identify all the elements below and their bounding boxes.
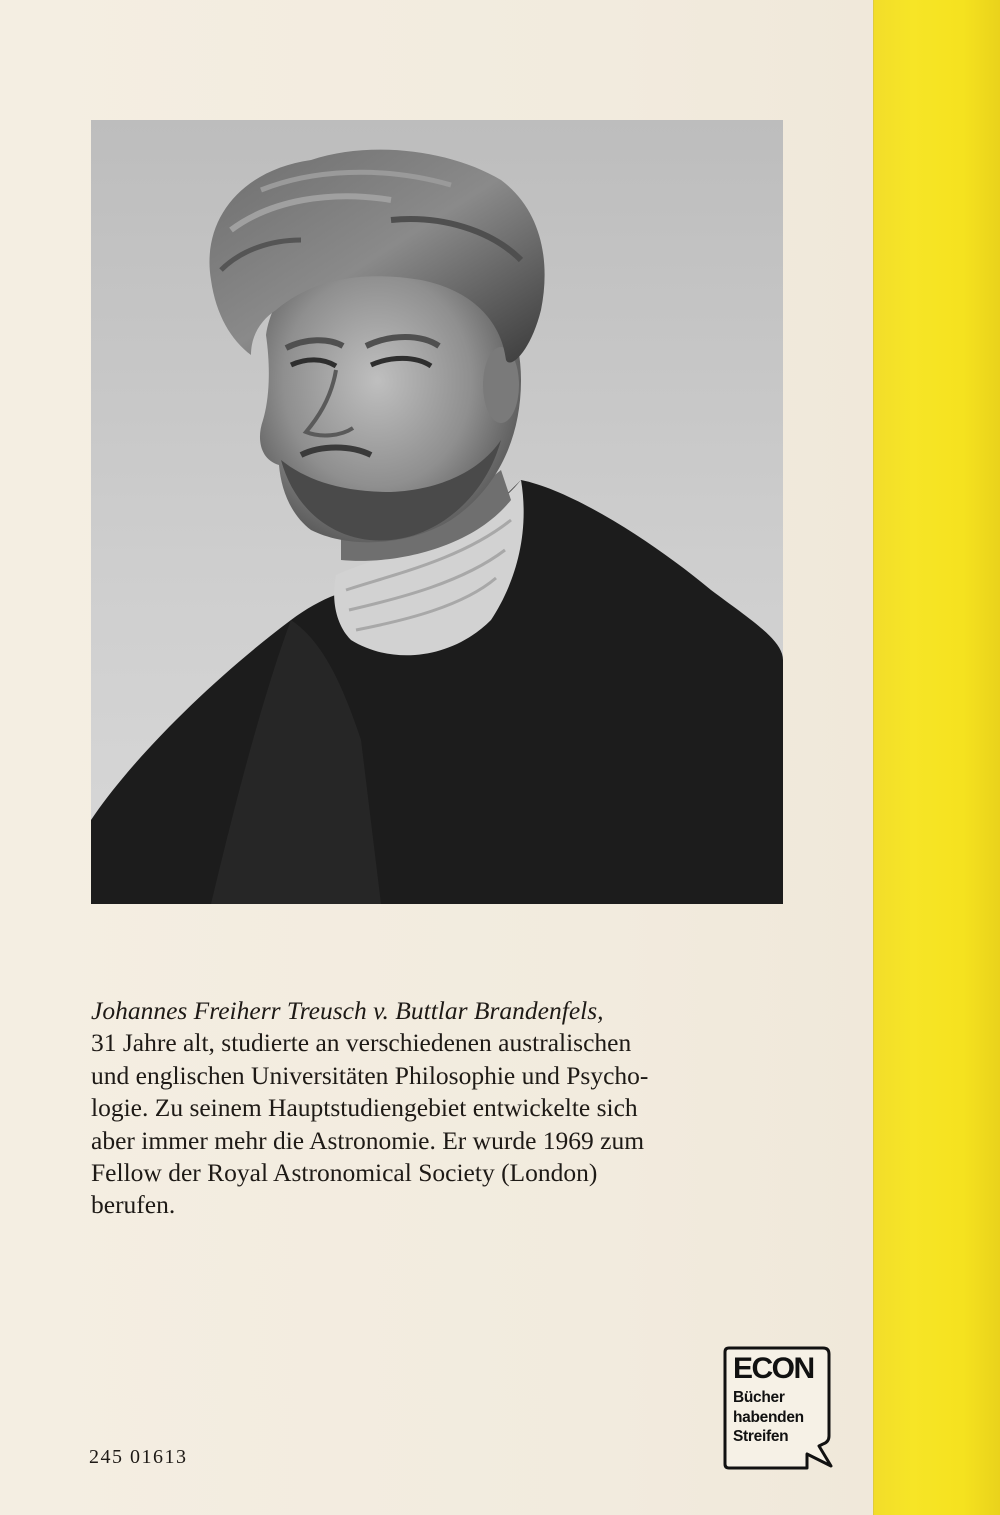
author-name: Johannes Freiherr Treusch v. Buttlar Brandenfels,: [91, 996, 604, 1025]
yellow-spine-band: [873, 0, 1000, 1515]
bio-line: aber immer mehr die Astronomie. Er wurde 1969 zum: [91, 1125, 645, 1155]
author-biography: [91, 995, 791, 1222]
slogan-line: Bücher: [733, 1389, 785, 1406]
econ-brand: ECON: [733, 1352, 814, 1385]
slogan-line: Streifen: [733, 1428, 789, 1445]
order-number: 245 01613: [89, 1446, 188, 1468]
bio-line: logie. Zu seinem Hauptstudiengebiet entwickelte sich: [91, 1093, 638, 1123]
bio-line: berufen.: [91, 1190, 176, 1220]
slogan-line: habenden: [733, 1408, 804, 1426]
author-portrait-illustration: [91, 120, 783, 904]
econ-publisher-logo: [723, 1344, 835, 1474]
bio-line: 31 Jahre alt, studierte an verschiedenen australischen: [91, 1028, 632, 1058]
author-portrait-photo: [91, 120, 783, 904]
econ-slogan: [733, 1388, 804, 1447]
bio-line: und englischen Universitäten Philosophie und Psycho-: [91, 1060, 649, 1090]
bio-line: Fellow der Royal Astronomical Society (London): [91, 1158, 598, 1188]
